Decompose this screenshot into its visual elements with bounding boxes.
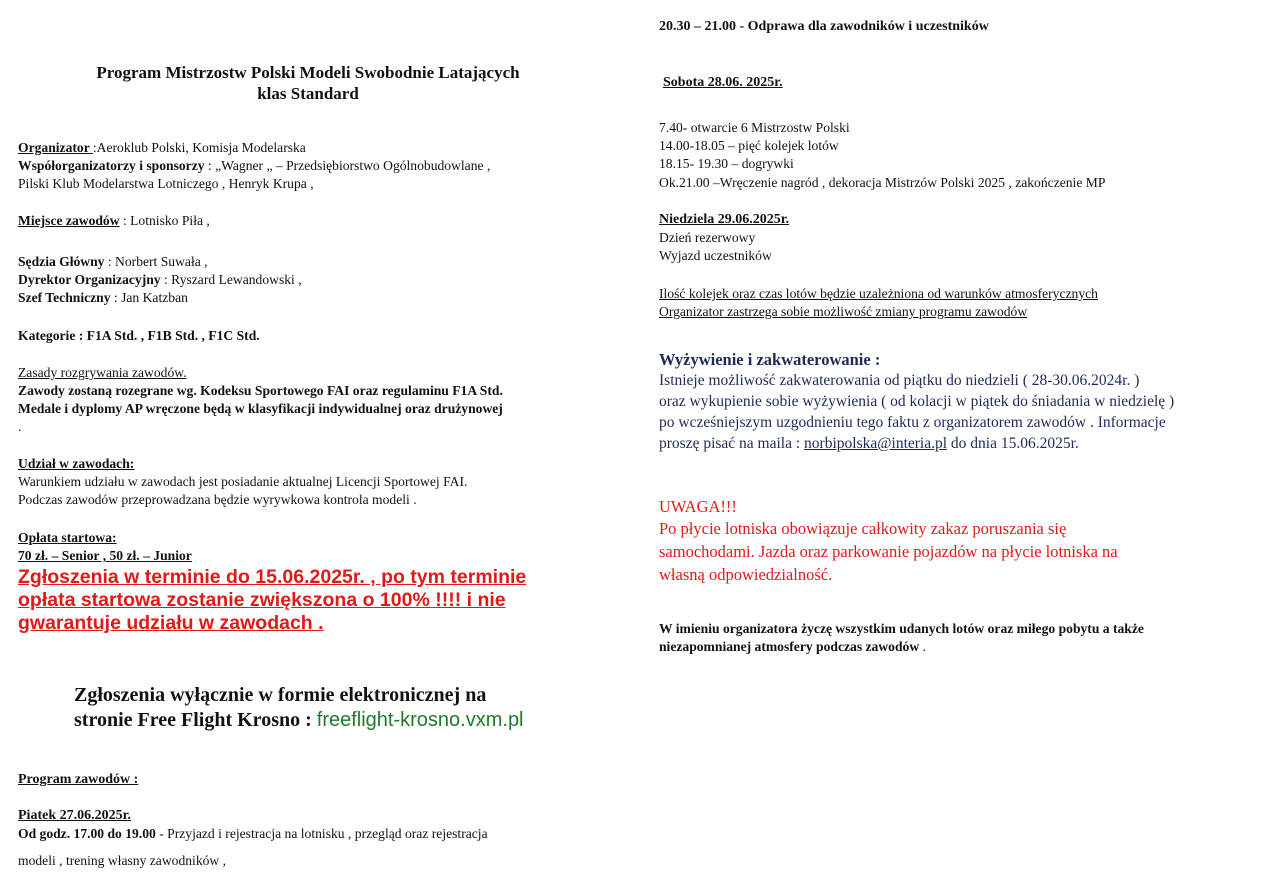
warning-line-1: Po płycie lotniska obowiązuje całkowity zakaz poruszania się [659, 519, 1067, 538]
closing-line-2 [659, 638, 926, 656]
participation-heading: Udział w zawodach: [18, 456, 135, 471]
accommodation-line-3: po wcześniejszym uzgodnieniu tego faktu z organizatorem zawodów . Informacje [659, 414, 1166, 431]
rules-line-1: Zawody zostaną rozegrane wg. Kodeksu Sportowego FAI oraz regulaminu F1A Std. [18, 383, 503, 398]
accommodation-email-prefix: proszę pisać na maila : [659, 435, 805, 452]
accommodation-heading: Wyżywienie i zakwaterowanie [659, 350, 871, 369]
rules-line-3: . [18, 419, 22, 434]
co-organizers-label: Współorganizatorzy i sponsorzy [18, 158, 205, 173]
email-link[interactable]: norbipolska@interia.pl [804, 435, 948, 452]
saturday-heading: Sobota 28.06. 2025r. [663, 75, 783, 90]
venue-line [18, 212, 210, 230]
sunday-heading: Niedziela 29.06.2025r. [659, 212, 790, 227]
closing-bold: niezapomnianej atmosfery podczas zawodów [659, 639, 920, 654]
friday-text: - Przyjazd i rejestracja na lotnisku , przegląd oraz rejestracja [155, 826, 488, 841]
accommodation-heading-suffix: : [870, 350, 881, 369]
rules-line-2: Medale i dyplomy AP wręczone będą w klasyfikacji indywidualnej oraz drużynowej [18, 401, 503, 416]
categories-line: Kategorie : F1A Std. , F1B Std. , F1C Std. [18, 328, 260, 343]
closing-line-1: W imieniu organizatora życzę wszystkim udanych lotów oraz miłego pobytu a także [659, 621, 1144, 636]
judge-line [18, 253, 208, 271]
warning-heading: UWAGA!!! [659, 497, 737, 516]
rules-heading: Zasady rozgrywania zawodów. [18, 365, 187, 380]
accommodation-line-1: Istnieje możliwość zakwaterowania od piątku do niedzieli ( 28-30.06.2024r. ) [659, 372, 1140, 389]
participation-line-2: Podczas zawodów przeprowadzana będzie wyrywkowa kontrola modeli . [18, 492, 417, 507]
title-line-1: Program Mistrzostw Polski Modeli Swobodnie Latających [96, 63, 520, 82]
deadline-warning-line-2: opłata startowa zostanie zwiększona o 100% !!!! i nie [18, 589, 506, 611]
accommodation-email-suffix: do dnia 15.06.2025r. [947, 435, 1079, 452]
director-value: : Ryszard Lewandowski , [160, 272, 302, 287]
judge-value: : Norbert Suwała , [104, 254, 208, 269]
page-title [18, 62, 598, 104]
warning-line-2: samochodami. Jazda oraz parkowanie pojazdów na płycie lotniska na [659, 542, 1118, 561]
deadline-warning-line-1: Zgłoszenia w terminie do 15.06.2025r. , po tym terminie [18, 566, 527, 588]
saturday-item-3: 18.15- 19.30 – dogrywki [659, 156, 794, 171]
electronic-prefix: stronie Free Flight Krosno : [74, 709, 317, 731]
electronic-line-2 [74, 708, 524, 733]
fee-value: 70 zł. – Senior , 50 zł. – Junior [18, 548, 192, 563]
saturday-item-4: Ok.21.00 –Wręczenie nagród , dekoracja Mistrzów Polski 2025 , zakończenie MP [659, 175, 1106, 190]
saturday-item-2: 14.00-18.05 – pięć kolejek lotów [659, 138, 839, 153]
program-heading: Program zawodów : [18, 772, 139, 787]
venue-label: Miejsce zawodów [18, 213, 120, 228]
sunday-item-1: Dzień rezerwowy [659, 230, 756, 245]
friday-time: Od godz. 17.00 do 19.00 [18, 826, 156, 841]
co-organizers-line-2: Pilski Klub Modelarstwa Lotniczego , Henryk Krupa , [18, 176, 314, 191]
organizer-line [18, 139, 306, 157]
participation-line-1: Warunkiem udziału w zawodach jest posiadanie aktualnej Licencji Sportowej FAI. [18, 474, 468, 489]
fee-heading: Opłata startowa: [18, 530, 117, 545]
friday-line-2: modeli , trening własny zawodników , [18, 853, 227, 868]
tech-value: : Jan Katzban [110, 290, 188, 305]
saturday-item-1: 7.40- otwarcie 6 Mistrzostw Polski [659, 120, 850, 135]
briefing-line: 20.30 – 21.00 - Odprawa dla zawodników i uczestników [659, 19, 989, 34]
accommodation-line-2: oraz wykupienie sobie wyżywienia ( od kolacji w piątek do śniadania w niedzielę ) [659, 393, 1175, 410]
co-organizers-value: : „Wagner „ – Przedsiębiorstwo Ogólnobudowlane , [204, 158, 491, 173]
co-organizers-line [18, 157, 490, 175]
program-note-1: Ilość kolejek oraz czas lotów będzie uzależniona od warunków atmosferycznych [659, 286, 1098, 301]
accommodation-line-4 [659, 433, 1079, 454]
friday-heading: Piatek 27.06.2025r. [18, 808, 132, 823]
venue-value: : Lotnisko Piła , [119, 213, 210, 228]
website-link[interactable]: freeflight-krosno.vxm.pl [316, 709, 524, 731]
tech-label: Szef Techniczny [18, 290, 111, 305]
program-note-2: Organizator zastrzega sobie możliwość zmiany programu zawodów [659, 304, 1028, 319]
title-line-2: klas Standard [257, 84, 359, 103]
deadline-warning-line-3: gwarantuje udziału w zawodach . [18, 612, 324, 634]
warning-line-3: własną odpowiedzialność. [659, 565, 833, 584]
director-label: Dyrektor Organizacyjny [18, 272, 161, 287]
friday-line-1 [18, 825, 488, 843]
closing-tail: . [919, 639, 926, 654]
accommodation-heading-line [659, 349, 880, 370]
sunday-item-2: Wyjazd uczestników [659, 248, 772, 263]
director-line [18, 271, 302, 289]
electronic-line-1: Zgłoszenia wyłącznie w formie elektronicznej na [74, 684, 487, 706]
organizer-value: :Aeroklub Polski, Komisja Modelarska [92, 140, 306, 155]
organizer-label: Organizator [18, 140, 93, 155]
judge-label: Sędzia Główny [18, 254, 105, 269]
tech-line [18, 289, 188, 307]
